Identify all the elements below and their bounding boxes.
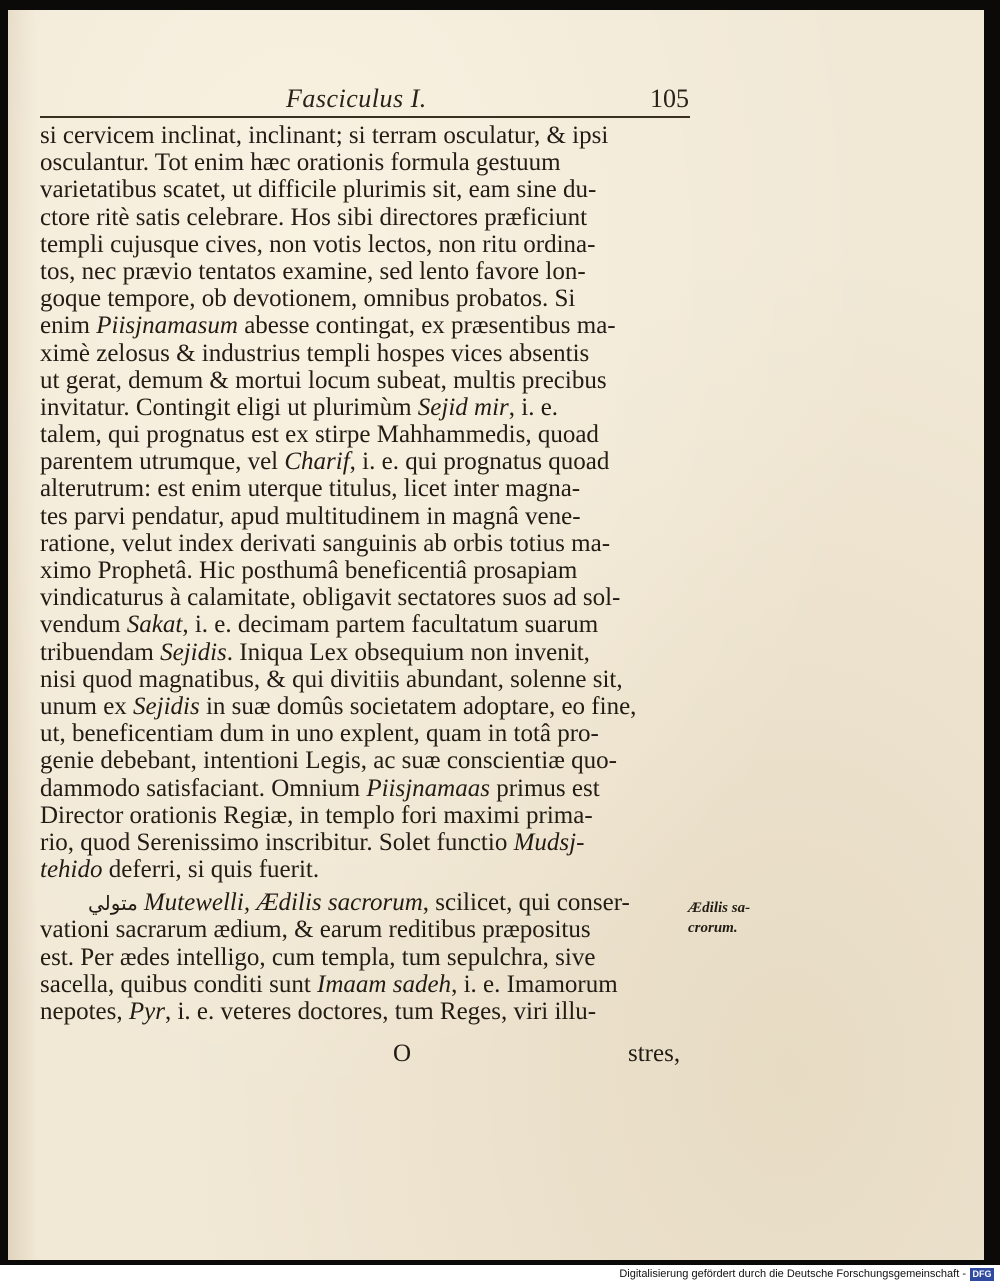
text-line [40,802,700,829]
text-line [40,971,700,998]
text-segment: . Iniqua Lex obsequium non invenit, [226,638,590,666]
page-number: 105 [650,84,689,113]
text-line [40,889,700,916]
text-line [40,584,700,611]
text-line [40,916,700,943]
italic-term: Pyr [128,998,165,1025]
text-line [40,231,700,258]
text-segment: , scilicet, qui conser- [422,889,630,917]
catchword: stres, [628,1040,681,1067]
text-segment: ratione, velut index derivati sanguinis ab orbis totius ma- [40,529,611,557]
text-line [40,856,700,883]
text-segment: ut gerat, demum & mortui locum subeat, multis precibus [40,366,607,394]
text-segment: , i. e. veteres doctores, tum Reges, viri illu- [164,998,597,1025]
italic-term: Imaam sadeh [317,970,452,998]
text-line [40,639,700,666]
text-segment: si cervicem inclinat, inclinant; si terram osculatur, & ipsi [40,122,609,149]
text-line [40,775,700,802]
text-segment: tribuendam [40,638,161,666]
text-segment: osculantur. Tot enim hæc orationis formula gestuum [40,149,561,177]
text-line [40,367,700,394]
text-line [40,340,700,367]
marginal-note-line: crorum. [688,920,738,936]
header-rule [40,116,690,118]
text-line [40,747,700,774]
text-segment: nisi quod magnatibus, & qui divitiis abundant, solenne sit, [40,665,623,693]
text-segment: Director orationis Regiæ, in templo fori maximi prima- [40,801,593,829]
text-line [40,557,700,584]
text-line [40,829,700,856]
text-line [40,448,700,475]
text-segment: est. Per ædes intelligo, cum templa, tum sepulchra, sive [40,943,596,971]
signature-mark: O [393,1040,412,1067]
text-line [40,204,700,231]
text-segment: , i. e. [508,393,559,421]
text-segment: varietatibus scatet, ut difficile plurimis sit, eam sine du- [40,176,597,204]
text-segment: primus est [489,774,600,802]
text-segment: templi cujusque cives, non votis lectos, non ritu ordina- [40,230,596,258]
footer-credit: Digitalisierung gefördert durch die Deutsche Forschungsgemeinschaft - [619,1268,966,1280]
italic-term: Piisjnamasum [96,312,238,340]
italic-term: Mudsj- [513,828,585,856]
dfg-logo: DFG [970,1268,994,1281]
book-page [8,10,984,1260]
text-segment: vindicaturus à calamitate, obligavit sectatores suos ad sol- [40,584,621,612]
digitization-footer [0,1265,1000,1285]
main-paragraph [40,122,700,883]
text-line [40,530,700,557]
text-segment: nepotes, [40,998,129,1025]
text-line [40,421,700,448]
text-segment: unum ex [40,692,134,720]
running-head-title: Fasciculus I. [286,84,427,113]
text-segment: , i. e. decimam partem facultatum suarum [182,611,599,639]
italic-term: Piisjnamaas [366,774,490,802]
text-segment: talem, qui prognatus est ex stirpe Mahhammedis, quoad [40,421,599,449]
text-line [40,944,700,971]
text-segment: genie debebant, intentioni Legis, ac suæ conscientiæ quo- [40,747,617,775]
marginal-note-line: Ædilis sa- [688,900,751,916]
body-text [40,122,700,1025]
text-segment: deferri, si quis fuerit. [102,856,320,884]
text-line [40,394,700,421]
entry-paragraph [40,889,700,1025]
italic-term: Sejidis [160,638,227,666]
text-segment: rio, quod Serenissimo inscribitur. Solet functio [40,828,514,856]
text-segment: enim [40,312,97,340]
text-segment: vendum [40,611,127,639]
text-segment: , i. e. Imamorum [451,970,618,998]
italic-term: Sejidis [133,692,200,720]
text-line [40,285,700,312]
catch-line [8,1040,984,1070]
italic-term: Mutewelli, Ædilis sacrorum [143,889,423,917]
text-line [40,312,700,339]
text-line [40,503,700,530]
italic-term: Charif [284,448,350,476]
text-segment: , i. e. qui prognatus quoad [349,448,610,476]
text-segment: ximo Prophetâ. Hic posthumâ beneficentiâ prosapiam [40,557,578,584]
text-segment: dammodo satisfaciant. Omnium [40,774,367,802]
text-segment: tos, nec prævio tentatos examine, sed lento favore lon- [40,257,586,285]
text-line [40,998,700,1025]
arabic-term: متولي [88,891,138,916]
text-segment: in suæ domûs societatem adoptare, eo fine, [199,692,637,720]
italic-term: Sakat [126,611,183,639]
text-line [40,475,700,502]
text-line [40,611,700,638]
marginal-note [688,898,778,938]
italic-term: tehido [40,856,103,884]
text-line [40,693,700,720]
text-line [40,149,700,176]
text-segment: ctore ritè satis celebrare. Hos sibi directores præficiunt [40,203,588,231]
text-segment: parentem utrumque, vel [40,448,285,476]
text-line [40,176,700,203]
text-segment: sacella, quibus conditi sunt [40,970,318,998]
text-line [40,258,700,285]
text-segment: goque tempore, ob devotionem, omnibus probatos. Si [40,285,576,313]
text-line [40,666,700,693]
text-segment: invitatur. Contingit eligi ut plurimùm [40,393,418,421]
text-line [40,122,700,149]
text-segment: ximè zelosus & industrius templi hospes vices absentis [40,339,590,367]
text-segment: tes parvi pendatur, apud multitudinem in magnâ vene- [40,502,581,530]
text-line [40,720,700,747]
italic-term: Sejid mir [417,393,509,421]
text-segment: abesse contingat, ex præsentibus ma- [237,312,616,340]
text-segment: vationi sacrarum ædium, & earum reditibus præpositus [40,916,591,944]
running-head [8,80,984,120]
text-segment: ut, beneficentiam dum in uno explent, quam in totâ pro- [40,720,599,748]
text-segment: alterutrum: est enim uterque titulus, licet inter magna- [40,475,581,503]
